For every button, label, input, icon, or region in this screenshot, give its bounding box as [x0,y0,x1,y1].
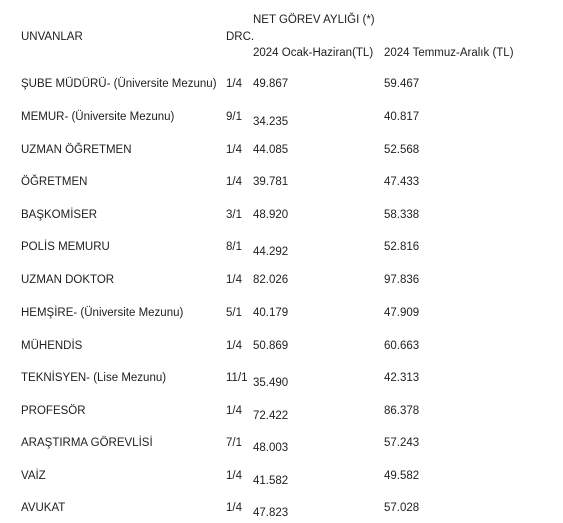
row-period2-value: 86.378 [384,405,420,417]
row-title: ÖĞRETMEN [21,176,88,188]
row-period1-value: 48.920 [253,209,289,221]
row-period2-value: 58.338 [384,209,420,221]
row-period1-value: 82.026 [253,274,289,286]
column-header-period1: 2024 Ocak-Haziran(TL) [253,47,374,59]
row-title: PROFESÖR [21,405,86,417]
row-period1-value: 48.003 [253,442,289,454]
table-row [0,176,563,196]
row-period1-value: 40.179 [253,307,289,319]
row-period2-value: 59.467 [384,78,420,90]
row-period1-value: 47.823 [253,507,289,519]
row-period1-value: 44.292 [253,246,289,258]
row-period2-value: 40.817 [384,111,420,123]
row-title: AVUKAT [21,502,66,514]
row-degree: 11/1 [226,372,248,384]
table-row [0,111,563,131]
table-row [0,209,563,229]
row-period1-value: 72.422 [253,410,289,422]
row-period2-value: 42.313 [384,372,420,384]
row-degree: 1/4 [226,340,242,352]
column-header-title: UNVANLAR [21,31,83,43]
row-period2-value: 47.909 [384,307,420,319]
table-row [0,144,563,164]
row-period1-value: 39.781 [253,176,289,188]
row-period2-value: 47.433 [384,176,420,188]
table-row [0,307,563,327]
row-degree: 9/1 [226,111,242,123]
row-period1-value: 34.235 [253,116,289,128]
table-row [0,470,563,490]
table-row [0,340,563,360]
row-title: MÜHENDİS [21,340,83,352]
table-row [0,78,563,98]
row-degree: 7/1 [226,437,242,449]
row-period2-value: 49.582 [384,470,420,482]
row-period2-value: 97.836 [384,274,420,286]
table-row [0,437,563,457]
table-row [0,372,563,392]
row-degree: 1/4 [226,78,242,90]
row-title: BAŞKOMİSER [21,209,98,221]
row-degree: 1/4 [226,470,242,482]
row-period2-value: 52.816 [384,241,420,253]
row-degree: 3/1 [226,209,242,221]
table-row [0,241,563,261]
row-degree: 1/4 [226,405,242,417]
row-period1-value: 49.867 [253,78,289,90]
table-row [0,274,563,294]
row-period2-value: 57.243 [384,437,420,449]
row-title: UZMAN ÖĞRETMEN [21,144,132,156]
row-title: POLİS MEMURU [21,241,110,253]
table-row [0,405,563,425]
row-title: ŞUBE MÜDÜRÜ- (Üniversite Mezunu) [21,78,217,90]
column-header-degree: DRC. [226,31,255,43]
row-period2-value: 52.568 [384,144,420,156]
table-row [0,502,563,522]
row-title: VAİZ [21,470,46,482]
row-degree: 5/1 [226,307,242,319]
row-degree: 1/4 [226,176,242,188]
row-degree: 1/4 [226,502,242,514]
net-salary-heading: NET GÖREV AYLIĞI (*) [253,14,375,26]
row-degree: 8/1 [226,241,242,253]
row-period1-value: 44.085 [253,144,289,156]
row-period1-value: 35.490 [253,377,289,389]
row-period2-value: 60.663 [384,340,420,352]
row-title: HEMŞİRE- (Üniversite Mezunu) [21,307,184,319]
row-degree: 1/4 [226,274,242,286]
row-period2-value: 57.028 [384,502,420,514]
row-degree: 1/4 [226,144,242,156]
row-title: TEKNİSYEN- (Lise Mezunu) [21,372,167,384]
row-title: ARAŞTIRMA GÖREVLİSİ [21,437,153,449]
row-period1-value: 50.869 [253,340,289,352]
column-header-period2: 2024 Temmuz-Aralık (TL) [384,47,514,59]
row-title: UZMAN DOKTOR [21,274,115,286]
row-period1-value: 41.582 [253,475,289,487]
row-title: MEMUR- (Üniversite Mezunu) [21,111,175,123]
